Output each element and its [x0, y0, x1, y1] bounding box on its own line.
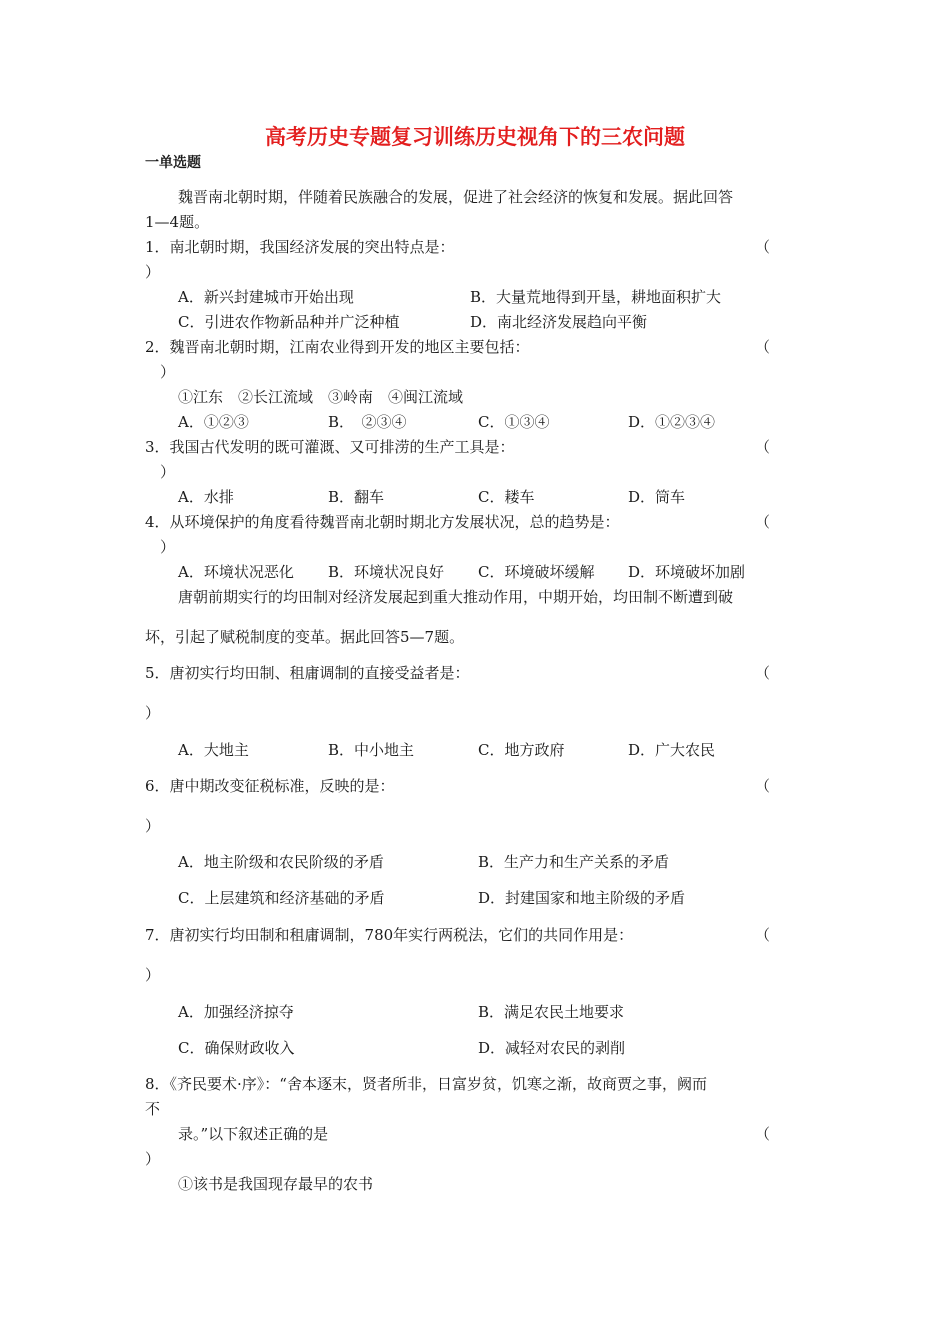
- question-7-option-a: A．加强经济掠夺: [178, 1003, 294, 1021]
- question-1-stem: 1．南北朝时期，我国经济发展的突出特点是：: [145, 238, 455, 256]
- question-6-option-c: C．上层建筑和经济基础的矛盾: [178, 889, 385, 907]
- question-2-option-c: C．①③④: [478, 413, 550, 431]
- question-7-option-b: B．满足农民土地要求: [478, 1003, 625, 1021]
- question-2-option-d: D．①②③④: [628, 413, 716, 431]
- question-3-option-b: B．翻车: [328, 488, 385, 506]
- question-3-option-d: D．筒车: [628, 488, 686, 506]
- question-8-answer-paren-close: ）: [145, 1150, 161, 1168]
- question-8-stem-line-1: 8．《齐民要术·序》：“舍本逐末，贤者所非，日富岁贫，饥寒之渐，故商贾之事，阙而: [145, 1075, 707, 1093]
- question-4-stem: 4．从环境保护的角度看待魏晋南北朝时期北方发展状况，总的趋势是：: [145, 513, 620, 531]
- question-5-answer-paren-close: ）: [145, 704, 161, 722]
- question-1-option-b: B．大量荒地得到开垦，耕地面积扩大: [470, 288, 722, 306]
- question-7-option-d: D．减轻对农民的剥削: [478, 1039, 626, 1057]
- question-6-option-d: D．封建国家和地主阶级的矛盾: [478, 889, 686, 907]
- question-2-stem: 2．魏晋南北朝时期，江南农业得到开发的地区主要包括：: [145, 338, 530, 356]
- question-1-answer-paren-close: ）: [145, 263, 161, 281]
- question-2-items: ①江东 ②长江流域 ③岭南 ④闽江流域: [178, 388, 464, 406]
- question-7-stem: 7．唐初实行均田制和租庸调制，780年实行两税法，它们的共同作用是：: [145, 926, 634, 944]
- question-2-answer-paren-close: ）: [160, 363, 176, 381]
- question-5-answer-paren-open: （: [755, 664, 771, 682]
- question-1-answer-paren-open: （: [755, 238, 771, 256]
- question-4-option-d: D．环境破坏加剧: [628, 563, 746, 581]
- question-4-option-a: A．环境状况恶化: [178, 563, 294, 581]
- question-6-option-a: A．地主阶级和农民阶级的矛盾: [178, 853, 384, 871]
- question-1-option-d: D．南北经济发展趋向平衡: [470, 313, 648, 331]
- intro-paragraph-1-line-2: 1—4题。: [145, 213, 210, 231]
- question-4-answer-paren-open: （: [755, 513, 771, 531]
- question-5-stem: 5．唐初实行均田制、租庸调制的直接受益者是：: [145, 664, 470, 682]
- question-3-answer-paren-open: （: [755, 438, 771, 456]
- document-title: 高考历史专题复习训练历史视角下的三农问题: [265, 125, 685, 149]
- question-2-answer-paren-open: （: [755, 338, 771, 356]
- question-8-item-1: ①该书是我国现存最早的农书: [178, 1175, 374, 1193]
- question-8-stem-line-3: 录。”以下叙述正确的是: [178, 1125, 329, 1143]
- question-4-answer-paren-close: ）: [160, 538, 176, 556]
- question-4-option-b: B．环境状况良好: [328, 563, 445, 581]
- question-3-answer-paren-close: ）: [160, 463, 176, 481]
- question-7-answer-paren-open: （: [755, 926, 771, 944]
- question-5-option-b: B．中小地主: [328, 741, 415, 759]
- question-1-option-c: C．引进农作物新品种并广泛种植: [178, 313, 400, 331]
- question-3-option-c: C．耧车: [478, 488, 535, 506]
- question-6-option-b: B．生产力和生产关系的矛盾: [478, 853, 670, 871]
- question-8-stem-line-2: 不: [145, 1100, 161, 1118]
- question-3-option-a: A．水排: [178, 488, 234, 506]
- intro-paragraph-1-line-1: 魏晋南北朝时期，伴随着民族融合的发展，促进了社会经济的恢复和发展。据此回答: [178, 188, 734, 206]
- question-6-answer-paren-open: （: [755, 777, 771, 795]
- section-heading: 一单选题: [145, 155, 201, 171]
- question-6-stem: 6．唐中期改变征税标准，反映的是：: [145, 777, 395, 795]
- intro-paragraph-2-line-2: 坏，引起了赋税制度的变革。据此回答5—7题。: [145, 628, 465, 646]
- question-5-option-c: C．地方政府: [478, 741, 565, 759]
- question-1-option-a: A．新兴封建城市开始出现: [178, 288, 354, 306]
- question-4-option-c: C．环境破坏缓解: [478, 563, 595, 581]
- question-5-option-d: D．广大农民: [628, 741, 716, 759]
- question-2-option-a: A．①②③: [178, 413, 249, 431]
- question-7-answer-paren-close: ）: [145, 966, 161, 984]
- question-7-option-c: C．确保财政收入: [178, 1039, 295, 1057]
- question-3-stem: 3．我国古代发明的既可灌溉、又可排涝的生产工具是：: [145, 438, 515, 456]
- question-8-answer-paren-open: （: [755, 1125, 771, 1143]
- question-6-answer-paren-close: ）: [145, 817, 161, 835]
- question-5-option-a: A．大地主: [178, 741, 249, 759]
- intro-paragraph-2-line-1: 唐朝前期实行的均田制对经济发展起到重大推动作用，中期开始，均田制不断遭到破: [178, 588, 734, 606]
- question-2-option-b: B． ②③④: [328, 413, 407, 431]
